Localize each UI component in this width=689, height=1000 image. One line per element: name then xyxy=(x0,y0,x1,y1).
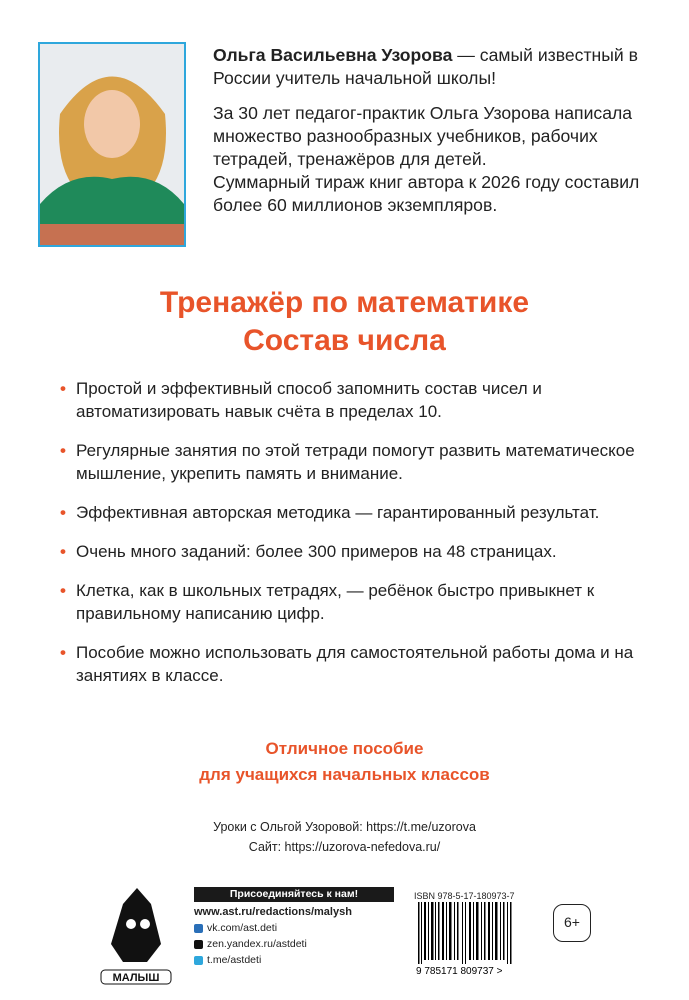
site-link[interactable]: Сайт: https://uzorova-nefedova.ru/ xyxy=(248,840,441,854)
slogan: Отличное пособие для учащихся начальных классов xyxy=(199,739,490,784)
barcode-digits: 9 785171 809737 > xyxy=(416,966,503,976)
feature-item: • Эффективная авторская методика — гарантированный результат. xyxy=(60,501,660,524)
author-name: Ольга Васильевна Узорова xyxy=(213,45,453,65)
publisher-site-link[interactable]: www.ast.ru/redactions/malysh xyxy=(194,906,352,918)
barcode xyxy=(414,902,522,976)
join-banner: Присоединяйтесь к нам! xyxy=(194,887,394,902)
author-links xyxy=(0,817,689,857)
feature-item: • Клетка, как в школьных тетрадях, — ребёнок быстро привыкнет к правильному написанию цифр. xyxy=(60,579,660,625)
author-intro: Ольга Васильевна Узорова — самый известный в России учитель начальной школы! xyxy=(213,45,638,88)
feature-list xyxy=(60,377,660,703)
zen-link[interactable]: zen.yandex.ru/astdeti xyxy=(194,938,394,950)
age-rating-badge: 6+ xyxy=(553,904,591,942)
lessons-link[interactable]: Уроки с Ольгой Узоровой: https://t.me/uzorova xyxy=(213,820,476,834)
isbn: ISBN 978-5-17-180973-7 xyxy=(414,891,515,901)
zen-icon xyxy=(194,940,203,949)
telegram-link[interactable]: t.me/astdeti xyxy=(194,954,394,966)
logo-text: МАЛЫШ xyxy=(112,972,160,984)
author-bio: За 30 лет педагог-практик Ольга Узорова написала множество разнообразных учебников, рабочих тетрадей, тренажёров для детей. xyxy=(213,103,633,169)
feature-item: • Регулярные занятия по этой тетради помогут развить математическое мышление, укрепить память и внимание. xyxy=(60,439,660,485)
feature-item: • Пособие можно использовать для самостоятельной работы дома и на занятиях в классе. xyxy=(60,641,660,687)
telegram-icon xyxy=(194,956,203,965)
author-block xyxy=(213,44,658,229)
vk-link[interactable]: vk.com/ast.deti xyxy=(194,922,394,934)
author-circulation: Суммарный тираж книг автора к 2026 году составил более 60 миллионов экземпляров. xyxy=(213,172,640,215)
author-photo xyxy=(38,42,186,247)
publisher-social xyxy=(194,887,394,966)
feature-item: • Очень много заданий: более 300 примеров на 48 страницах. xyxy=(60,540,660,563)
book-title: Тренажёр по математике Состав числа xyxy=(159,286,530,357)
feature-item: • Простой и эффективный способ запомнить состав чисел и автоматизировать навык счёта в пределах 10. xyxy=(60,377,660,423)
publisher-logo xyxy=(95,884,177,988)
vk-icon xyxy=(194,924,203,933)
